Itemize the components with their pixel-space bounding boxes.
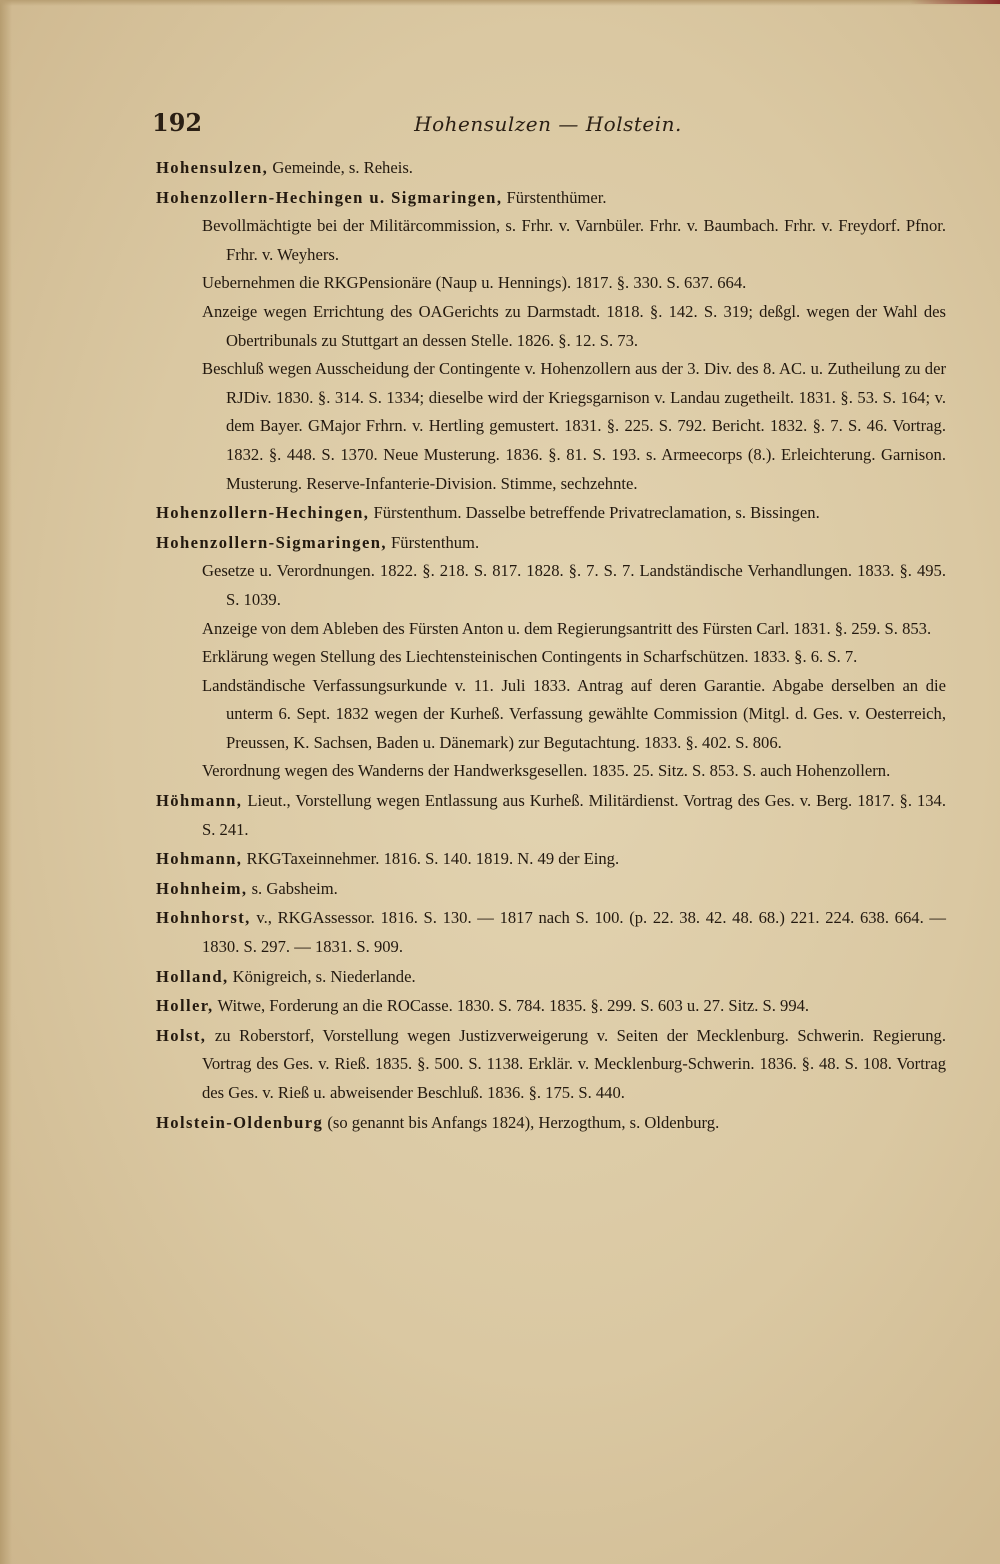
running-head: Hohensulzen — Holstein. xyxy=(414,112,682,136)
entry-text: Königreich, s. Niederlande. xyxy=(228,966,416,986)
entry-lemma: Holler, xyxy=(156,996,214,1016)
entry-lemma: Hohnheim, xyxy=(156,878,248,898)
page-edge-shadow xyxy=(0,0,12,1564)
sub-entry: Anzeige wegen Errichtung des OAGerichts zu Darmstadt. 1818. §. 142. S. 319; deßgl. wegen der Wahl des Obertribunals zu Stuttgart an dessen Stelle. 1826. §. 12. S. 73. xyxy=(202,301,946,350)
page-number: 192 xyxy=(152,108,203,137)
entry-text: s. Gabsheim. xyxy=(247,878,338,898)
sub-entry: Anzeige von dem Ableben des Fürsten Anton u. dem Regierungsantritt des Fürsten Carl. 1831. §. 259. S. 853. xyxy=(202,618,932,638)
entry-lemma: Hohmann, xyxy=(156,849,243,869)
index-entry xyxy=(156,875,946,904)
sub-entry: Erklärung wegen Stellung des Liechtensteinischen Contingents in Scharfschützen. 1833. §. 6. S. 7. xyxy=(202,647,858,667)
entry-text: Lieut., Vorstellung wegen Entlassung aus Kurheß. Militärdienst. Vortrag des Ges. v. Berg. 1817. §. 134. S. 241. xyxy=(202,791,946,839)
entry-lemma: Höhmann, xyxy=(156,791,243,811)
entry-text: Fürstenthümer. xyxy=(502,187,607,207)
entry-lemma: Hohenzollern-Hechingen, xyxy=(156,503,370,523)
entry-lemma: Holland, xyxy=(156,966,229,986)
index-entry xyxy=(156,992,946,1021)
index-entry xyxy=(156,499,946,528)
entry-text: zu Roberstorf, Vorstellung wegen Justizverweigerung v. Seiten der Mecklenburg. Schwerin. Regierung. Vortrag des Ges. v. Rieß. 1835. §. 500. S. 1138. Erklär. v. Mecklenburg-Schwerin. 1836. §. 48. S. 108. Vortrag des Ges. v. Rieß u. abweisender Beschluß. 1836. §. 175. S. 440. xyxy=(202,1025,946,1102)
entry-lemma: Holst, xyxy=(156,1025,207,1045)
entry-lemma: Hohenzollern-Sigmaringen, xyxy=(156,532,387,552)
sub-entry: Bevollmächtigte bei der Militärcommission, s. Frhr. v. Varnbüler. Frhr. v. Baumbach. Frhr. v. Freydorf. Pfnor. Frhr. v. Weyhers. xyxy=(202,216,946,264)
index-entry xyxy=(156,154,946,183)
sub-entry: Verordnung wegen des Wanderns der Handwerksgesellen. 1835. 25. Sitz. S. 853. S. auch Hohenzollern. xyxy=(202,761,891,781)
binding-mark xyxy=(910,0,1000,4)
index-entry xyxy=(156,529,946,786)
index-entry xyxy=(156,787,946,844)
index-entry xyxy=(156,904,946,961)
entry-text: v., RKGAssessor. 1816. S. 130. — 1817 nach S. 100. (p. 22. 38. 42. 48. 68.) 221. 224. 638. 664. — 1830. S. 297. — 1831. S. 909. xyxy=(202,908,946,957)
entry-text: RKGTaxeinnehmer. 1816. S. 140. 1819. N. 49 der Eing. xyxy=(242,849,620,869)
sub-entry: Gesetze u. Verordnungen. 1822. §. 218. S. 817. 1828. §. 7. S. 7. Landständische Verhandlungen. 1833. §. 495. S. 1039. xyxy=(202,561,946,609)
entry-lemma: Hohnhorst, xyxy=(156,908,251,928)
entry-lemma: Hohensulzen, xyxy=(156,158,269,177)
index-entry xyxy=(156,845,946,874)
page-top-shadow xyxy=(0,0,1000,6)
entry-lemma: Hohenzollern-Hechingen u. Sigmaringen, xyxy=(156,187,503,207)
index-entry xyxy=(156,963,946,992)
index-entry xyxy=(156,1109,946,1138)
entry-text: (so genannt bis Anfangs 1824), Herzogthum, s. Oldenburg. xyxy=(323,1112,720,1132)
page-header xyxy=(152,108,944,144)
sub-entry: Beschluß wegen Ausscheidung der Contingente v. Hohenzollern aus der 3. Div. des 8. AC. u. Zutheilung zu der RJDiv. 1830. §. 314. S. 1334; dieselbe wird der Kriegsgarnison v. Landau zugetheilt. 1831. §. 53. S. 164; v. dem Bayer. GMajor Frhrn. v. Hertling gemustert. 1831. §. 225. S. 792. Bericht. 1832. §. 7. S. 46. Vortrag. 1832. §. 448. S. 1370. Neue Musterung. 1836. §. 81. S. 193. s. Armeecorps (8.). Erleichterung. Garnison. Musterung. Reserve-Infanterie-Division. Stimme, sechzehnte. xyxy=(202,359,946,493)
entry-text: Witwe, Forderung an die ROCasse. 1830. S. 784. 1835. §. 299. S. 603 u. 27. Sitz. S. 994. xyxy=(213,996,810,1016)
index-content xyxy=(156,154,946,1138)
entry-text: Fürstenthum. xyxy=(386,532,480,552)
entry-text: Fürstenthum. Dasselbe betreffende Privatreclamation, s. Bissingen. xyxy=(369,503,820,523)
sub-entry: Uebernehmen die RKGPensionäre (Naup u. Hennings). 1817. §. 330. S. 637. 664. xyxy=(202,273,747,293)
index-entry xyxy=(156,1022,946,1108)
index-entry xyxy=(156,184,946,499)
sub-entry: Landständische Verfassungsurkunde v. 11. Juli 1833. Antrag auf deren Garantie. Abgabe derselben an die unterm 6. Sept. 1832 wegen der Kurheß. Verfassung gewählte Commission (Mitgl. d. Ges. v. Oesterreich, Preussen, K. Sachsen, Baden u. Dänemark) zur Begutachtung. 1833. §. 402. S. 806. xyxy=(202,675,946,752)
entry-text: Gemeinde, s. Reheis. xyxy=(268,158,413,177)
entry-lemma: Holstein-Oldenburg xyxy=(156,1112,324,1132)
